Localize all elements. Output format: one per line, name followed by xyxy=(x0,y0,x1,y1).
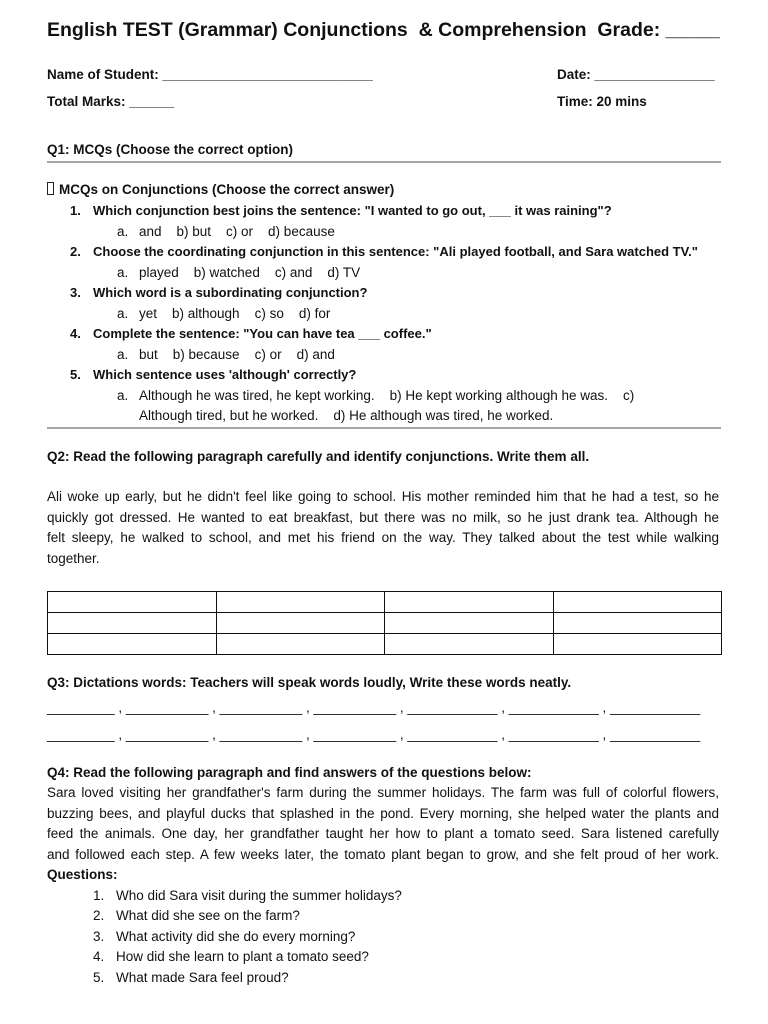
table-cell xyxy=(385,613,554,634)
mcq-question-row xyxy=(47,201,721,222)
option-marker: a. xyxy=(117,387,129,403)
mcq-item xyxy=(47,365,721,427)
missing-glyph-icon xyxy=(47,182,54,195)
table-cell xyxy=(216,592,385,613)
mcq-item xyxy=(47,324,721,365)
mcq-item xyxy=(47,242,721,283)
mcq-question-row xyxy=(47,242,721,263)
table-cell xyxy=(553,613,722,634)
section-divider xyxy=(47,161,721,163)
table-cell xyxy=(48,613,217,634)
mcq-question-row xyxy=(47,324,721,345)
question-number: 3. xyxy=(93,928,105,944)
mcq-options: yet b) although c) so d) for xyxy=(139,305,331,321)
paragraph-line: quickly got dressed. He wanted to eat breakfast, but there was no milk, so he just drank tea. Although he xyxy=(47,509,719,525)
table-cell xyxy=(48,634,217,655)
mcq-question-row xyxy=(47,283,721,304)
mcq-options-row xyxy=(47,222,721,243)
paragraph-line: Ali woke up early, but he didn't feel like going to school. His mother reminded him that he had a test, so he xyxy=(47,489,719,504)
option-marker: a. xyxy=(117,264,129,280)
time-label: Time: 20 mins xyxy=(557,94,647,109)
question-number: 5. xyxy=(93,969,105,985)
table-cell xyxy=(385,634,554,655)
question-text: What activity did she do every morning? xyxy=(116,928,356,944)
question-text: What did she see on the farm? xyxy=(116,908,300,924)
list-item xyxy=(47,947,719,968)
paragraph-line: buzzing bees, and playful ducks that splashed in the pond. Every morning, she helped water the plants and xyxy=(47,805,719,821)
table-cell xyxy=(216,613,385,634)
mcq-options-row xyxy=(47,386,721,427)
table-cell xyxy=(553,634,722,655)
date-field: Date: ________________ xyxy=(557,67,715,82)
mcq-number: 3. xyxy=(70,285,81,300)
question-text: What made Sara feel proud? xyxy=(116,969,289,985)
table-cell xyxy=(553,592,722,613)
marks-time-row xyxy=(47,93,721,111)
paragraph-line: and followed each step. A few weeks later, the tomato plant began to grow, and she felt proud of her work. xyxy=(47,846,719,862)
list-item xyxy=(47,886,719,907)
option-marker: a. xyxy=(117,346,129,362)
mcq-question: Which conjunction best joins the sentence: "I wanted to go out, ___ it was raining"? xyxy=(93,203,612,218)
question-number: 1. xyxy=(93,887,105,903)
total-marks-field: Total Marks: ______ xyxy=(47,94,175,109)
mcq-item xyxy=(47,201,721,242)
question-number: 4. xyxy=(93,949,105,965)
mcq-number: 1. xyxy=(70,203,81,218)
paragraph-line: Sara loved visiting her grandfather's farm during the summer holidays. The farm was full of colorful flowers, xyxy=(47,785,719,801)
mcq-options: and b) but c) or d) because xyxy=(139,223,335,239)
mcq-options: played b) watched c) and d) TV xyxy=(139,264,361,280)
list-item xyxy=(47,927,719,948)
mcq-options-row xyxy=(47,263,721,284)
q4-heading: Q4: Read the following paragraph and find answers of the questions below: xyxy=(47,764,532,780)
mcq-number: 4. xyxy=(70,326,81,341)
table-cell xyxy=(216,634,385,655)
mcq-options: Although he was tired, he kept working. b) He kept working although he was. c) Although tired, but he worked. d) He although was tired, he worked. xyxy=(139,387,638,423)
option-marker: a. xyxy=(117,305,129,321)
student-info-row xyxy=(47,66,721,84)
page-title: English TEST (Grammar) Conjunctions & Comprehension Grade: _____ xyxy=(47,19,720,41)
mcq-question-row xyxy=(47,365,721,386)
mcq-question: Which word is a subordinating conjunction? xyxy=(93,285,368,300)
mcq-item xyxy=(47,283,721,324)
conjunctions-answer-table xyxy=(47,591,722,655)
paragraph-line: together. xyxy=(47,550,100,566)
mcq-options: but b) because c) or d) and xyxy=(139,346,335,362)
q2-paragraph xyxy=(47,487,719,569)
name-of-student-field: Name of Student: ____________________________ xyxy=(47,67,373,82)
paragraph-line: felt sleepy, he walked to school, and met his friend on the way. They talked about the test while walking xyxy=(47,530,719,545)
table-row xyxy=(48,613,722,634)
q4-section xyxy=(47,763,719,989)
mcq-number: 5. xyxy=(70,367,81,382)
mcq-options-row xyxy=(47,304,721,325)
paragraph-line: feed the animals. One day, her grandfather taught her how to plant a tomato seed. Sara listened carefully xyxy=(47,826,719,842)
q2-heading: Q2: Read the following paragraph carefully and identify conjunctions. Write them all. xyxy=(47,449,590,464)
question-text: Who did Sara visit during the summer holidays? xyxy=(116,887,402,903)
q3-heading: Q3: Dictations words: Teachers will speak words loudly, Write these words neatly. xyxy=(47,675,572,690)
question-text: How did she learn to plant a tomato seed? xyxy=(116,949,369,965)
option-marker: a. xyxy=(117,223,129,239)
mcq-number: 2. xyxy=(70,244,81,259)
section-divider xyxy=(47,427,721,429)
mcq-question: Which sentence uses 'although' correctly? xyxy=(93,367,357,382)
mcq-list xyxy=(47,201,721,427)
mcq-subheading xyxy=(47,181,394,199)
table-cell xyxy=(385,592,554,613)
mcq-options-row xyxy=(47,345,721,366)
table-row xyxy=(48,592,722,613)
mcq-question: Complete the sentence: "You can have tea ___ coffee." xyxy=(93,326,432,341)
table-cell xyxy=(48,592,217,613)
table-row xyxy=(48,634,722,655)
list-item xyxy=(47,968,719,989)
q1-heading: Q1: MCQs (Choose the correct option) xyxy=(47,142,294,157)
dictation-blank-line: _________ , ___________ , ___________ , ___________ , ____________ , ____________ , ____________ xyxy=(47,727,701,742)
question-number: 2. xyxy=(93,908,105,924)
list-item xyxy=(47,906,719,927)
mcq-question: Choose the coordinating conjunction in this sentence: "Ali played football, and Sara watched TV." xyxy=(93,244,698,259)
questions-label: Questions: xyxy=(47,867,118,883)
mcq-subheading-text: MCQs on Conjunctions (Choose the correct answer) xyxy=(59,182,395,197)
dictation-blank-line: _________ , ___________ , ___________ , ___________ , ____________ , ____________ , ____________ xyxy=(47,700,701,715)
